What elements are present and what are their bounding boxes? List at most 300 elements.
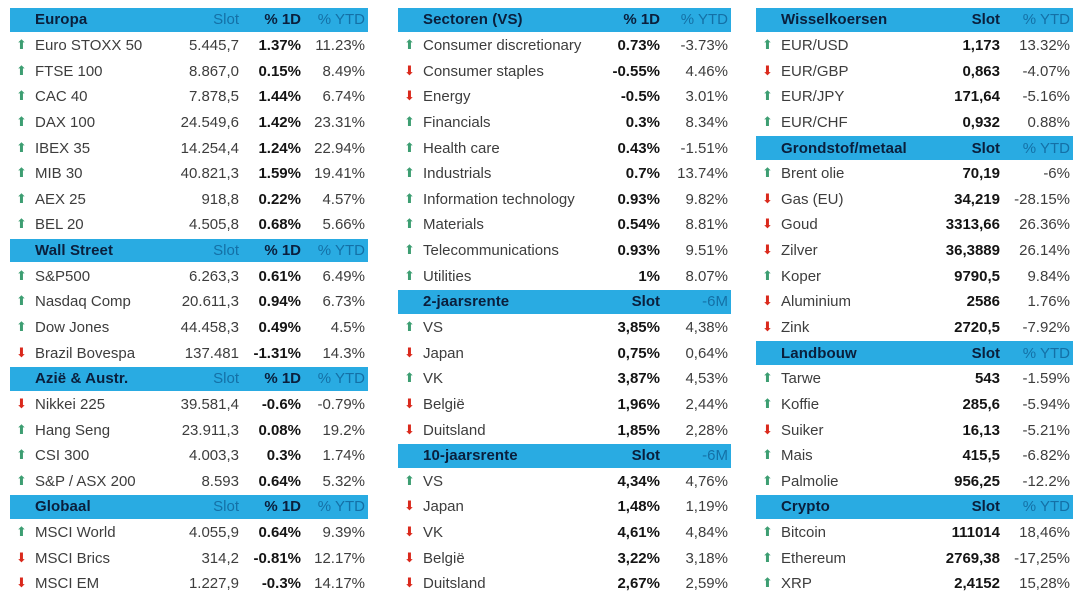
row-value: 19.41%: [314, 165, 365, 183]
market-row: [756, 545, 1073, 571]
market-row: [10, 417, 368, 443]
row-label: CAC 40: [35, 88, 88, 106]
up-arrow-icon: ⬆: [404, 268, 415, 284]
row-label: Euro STOXX 50: [35, 36, 143, 54]
row-value: 9.82%: [685, 190, 728, 208]
row-value: 70,19: [962, 165, 1000, 183]
row-label: VK: [423, 370, 444, 388]
row-label: Koffie: [781, 395, 820, 413]
row-label: XRP: [781, 575, 812, 593]
section-header-row: [10, 494, 368, 520]
down-arrow-icon: ⬇: [16, 345, 27, 361]
row-value: 22.94%: [314, 139, 365, 157]
section-title: 10-jaarsrente: [423, 447, 518, 465]
row-value: 0.64%: [258, 524, 301, 542]
row-value: 3,87%: [617, 370, 660, 388]
market-row: [10, 186, 368, 212]
row-value: 285,6: [962, 395, 1000, 413]
row-label: Financials: [423, 113, 491, 131]
column-header-label: % YTD: [1022, 498, 1070, 516]
column-header-label: Slot: [213, 11, 239, 29]
row-label: Health care: [423, 139, 500, 157]
row-value: -6%: [1043, 165, 1070, 183]
up-arrow-icon: ⬆: [404, 191, 415, 207]
column-header-label: Slot: [631, 447, 660, 465]
row-value: 2,67%: [617, 575, 660, 593]
column-header-label: % YTD: [680, 11, 728, 29]
up-arrow-icon: ⬆: [16, 268, 27, 284]
market-row: [10, 571, 368, 597]
row-label: Industrials: [423, 165, 492, 183]
row-value: 314,2: [201, 549, 239, 567]
row-label: Consumer staples: [423, 62, 544, 80]
row-label: Bitcoin: [781, 524, 827, 542]
section-header-row: [10, 366, 368, 392]
market-row: [398, 315, 731, 341]
row-value: 26.36%: [1019, 216, 1070, 234]
down-arrow-icon: ⬇: [404, 550, 415, 566]
market-row: [756, 238, 1073, 264]
down-arrow-icon: ⬇: [762, 320, 773, 335]
row-label: België: [423, 549, 465, 567]
up-arrow-icon: ⬆: [762, 166, 773, 182]
section-header-row: [756, 494, 1073, 520]
up-arrow-icon: ⬆: [404, 217, 415, 233]
market-row: [10, 84, 368, 110]
row-value: -5.94%: [1022, 395, 1070, 413]
row-label: Duitsland: [423, 575, 486, 593]
up-arrow-icon: ⬆: [404, 371, 415, 387]
row-label: Dow Jones: [35, 319, 110, 336]
row-value: 4.57%: [322, 190, 365, 208]
row-label: S&P / ASX 200: [35, 472, 136, 490]
column-header-label: % 1D: [623, 11, 660, 29]
up-arrow-icon: ⬆: [16, 448, 27, 464]
row-label: FTSE 100: [35, 62, 103, 80]
row-value: 4.46%: [685, 62, 728, 80]
row-value: 9.39%: [322, 524, 365, 542]
row-value: 2,59%: [685, 575, 728, 593]
row-label: Hang Seng: [35, 421, 111, 439]
row-value: 0.3%: [625, 113, 660, 131]
up-arrow-icon: ⬆: [404, 37, 415, 53]
row-label: Telecommunications: [423, 242, 559, 260]
market-row: [398, 417, 731, 443]
up-arrow-icon: ⬆: [16, 294, 27, 310]
market-row: [398, 110, 731, 136]
row-label: CSI 300: [35, 447, 90, 465]
row-value: -1.51%: [680, 139, 728, 157]
row-value: 0.7%: [625, 165, 660, 183]
market-row: [10, 161, 368, 187]
market-row: [398, 161, 731, 187]
up-arrow-icon: ⬆: [16, 217, 27, 233]
row-label: VK: [423, 524, 444, 542]
row-value: 918,8: [201, 190, 239, 208]
market-row: [756, 161, 1073, 187]
row-value: 1,96%: [617, 395, 660, 413]
row-label: MSCI World: [35, 524, 116, 542]
row-value: 0.68%: [258, 216, 301, 234]
row-label: EUR/GBP: [781, 62, 849, 80]
market-row: [398, 33, 731, 59]
row-value: 2,28%: [685, 421, 728, 439]
row-value: 0.93%: [617, 190, 660, 208]
market-row: [10, 443, 368, 469]
column-header-label: % YTD: [1022, 11, 1070, 29]
row-label: Brent olie: [781, 165, 845, 183]
market-row: [398, 84, 731, 110]
section-header-row: [10, 7, 368, 33]
row-value: 0,863: [962, 62, 1000, 80]
row-value: 1,85%: [617, 421, 660, 439]
row-value: 0,64%: [685, 344, 728, 362]
market-row: [756, 315, 1073, 341]
row-value: 3,18%: [685, 549, 728, 567]
market-row: [398, 469, 731, 495]
row-value: 5.66%: [322, 216, 365, 234]
market-row: [756, 263, 1073, 289]
column-header-label: % 1D: [264, 242, 301, 260]
row-label: Ethereum: [781, 549, 847, 567]
row-value: 6.263,3: [188, 267, 239, 285]
row-value: 9.51%: [685, 242, 728, 260]
row-value: 1.37%: [258, 36, 301, 54]
column-header-label: % YTD: [317, 11, 365, 29]
row-value: 6.49%: [322, 267, 365, 285]
row-value: 14.3%: [322, 344, 365, 362]
up-arrow-icon: ⬆: [762, 525, 773, 541]
row-value: 23.31%: [314, 113, 365, 131]
column-header-label: Slot: [213, 498, 239, 516]
up-arrow-icon: ⬆: [16, 525, 27, 541]
section-header-row: [10, 238, 368, 264]
up-arrow-icon: ⬆: [16, 37, 27, 53]
down-arrow-icon: ⬇: [404, 63, 415, 79]
row-value: 44.458,3: [180, 319, 239, 336]
up-arrow-icon: ⬆: [404, 473, 415, 489]
row-label: VS: [423, 319, 444, 336]
up-arrow-icon: ⬆: [16, 422, 27, 438]
row-label: MSCI Brics: [35, 549, 110, 567]
row-value: 8.34%: [685, 113, 728, 131]
down-arrow-icon: ⬇: [16, 550, 27, 566]
section-title: Globaal: [35, 498, 91, 516]
row-value: 4,38%: [685, 319, 728, 336]
down-arrow-icon: ⬇: [762, 191, 773, 207]
market-row: [398, 58, 731, 84]
row-value: 1,173: [962, 36, 1000, 54]
row-value: 415,5: [962, 447, 1000, 465]
section-header-row: [398, 7, 731, 33]
down-arrow-icon: ⬇: [762, 243, 773, 259]
up-arrow-icon: ⬆: [762, 576, 773, 592]
row-value: 171,64: [954, 88, 1000, 106]
row-label: IBEX 35: [35, 139, 91, 157]
row-value: 1.24%: [258, 139, 301, 157]
market-row: [10, 392, 368, 418]
row-value: -0.55%: [612, 62, 660, 80]
row-value: 15,28%: [1019, 575, 1070, 593]
up-arrow-icon: ⬆: [762, 114, 773, 130]
row-value: 4,76%: [685, 472, 728, 490]
row-value: -0.3%: [261, 575, 301, 593]
row-value: 7.878,5: [188, 88, 239, 106]
up-arrow-icon: ⬆: [16, 166, 27, 182]
row-label: EUR/JPY: [781, 88, 845, 106]
row-value: -6.82%: [1022, 447, 1070, 465]
up-arrow-icon: ⬆: [16, 191, 27, 207]
market-row: [10, 340, 368, 366]
market-row: [756, 443, 1073, 469]
row-value: -17,25%: [1014, 549, 1070, 567]
up-arrow-icon: ⬆: [404, 320, 415, 335]
market-row: [756, 289, 1073, 315]
down-arrow-icon: ⬇: [404, 345, 415, 361]
market-row: [398, 186, 731, 212]
column-header-label: -6M: [702, 447, 728, 465]
market-row: [756, 212, 1073, 238]
row-value: -7.92%: [1022, 319, 1070, 336]
column-header-label: % 1D: [264, 498, 301, 516]
row-value: 34,219: [954, 190, 1000, 208]
row-label: Duitsland: [423, 421, 486, 439]
row-value: 3.01%: [685, 88, 728, 106]
row-value: 1.76%: [1027, 293, 1070, 311]
row-value: 5.32%: [322, 472, 365, 490]
row-label: Zink: [781, 319, 810, 336]
row-value: -5.21%: [1022, 421, 1070, 439]
market-row: [10, 469, 368, 495]
up-arrow-icon: ⬆: [762, 89, 773, 105]
row-value: 0,932: [962, 113, 1000, 131]
row-value: -0.81%: [253, 549, 301, 567]
section-header-row: [756, 7, 1073, 33]
market-row: [10, 58, 368, 84]
row-value: 16,13: [962, 421, 1000, 439]
row-label: Materials: [423, 216, 484, 234]
market-row: [398, 571, 731, 597]
row-value: 3,85%: [617, 319, 660, 336]
down-arrow-icon: ⬇: [404, 576, 415, 592]
row-value: -0.5%: [620, 88, 660, 106]
row-value: 1.59%: [258, 165, 301, 183]
up-arrow-icon: ⬆: [762, 550, 773, 566]
column-header-label: Slot: [971, 344, 1000, 362]
row-label: BEL 20: [35, 216, 84, 234]
row-value: -0.6%: [261, 395, 301, 413]
row-value: 6.73%: [322, 293, 365, 311]
market-row: [398, 366, 731, 392]
column-header-label: % YTD: [317, 242, 365, 260]
down-arrow-icon: ⬇: [404, 499, 415, 515]
down-arrow-icon: ⬇: [404, 422, 415, 438]
row-value: 1.227,9: [188, 575, 239, 593]
row-label: Gas (EU): [781, 190, 844, 208]
row-label: Goud: [781, 216, 818, 234]
row-value: 1%: [638, 267, 660, 285]
market-row: [10, 212, 368, 238]
row-value: 3,22%: [617, 549, 660, 567]
row-value: 0.73%: [617, 36, 660, 54]
row-value: 40.821,3: [180, 165, 239, 183]
column-header-label: % YTD: [317, 370, 365, 388]
row-label: Information technology: [423, 190, 575, 208]
row-value: 9.84%: [1027, 267, 1070, 285]
row-label: AEX 25: [35, 190, 86, 208]
row-label: Japan: [423, 498, 464, 516]
row-label: MIB 30: [35, 165, 83, 183]
down-arrow-icon: ⬇: [762, 294, 773, 310]
row-value: 1.42%: [258, 113, 301, 131]
row-label: VS: [423, 472, 444, 490]
up-arrow-icon: ⬆: [762, 396, 773, 412]
market-row: [10, 289, 368, 315]
row-label: Nikkei 225: [35, 395, 106, 413]
column-header-label: % YTD: [317, 498, 365, 516]
row-value: 2586: [966, 293, 1000, 311]
row-value: -12.2%: [1022, 472, 1070, 490]
market-row: [10, 545, 368, 571]
row-label: Aluminium: [781, 293, 852, 311]
section-title: Sectoren (VS): [423, 11, 523, 29]
market-row: [10, 110, 368, 136]
up-arrow-icon: ⬆: [16, 140, 27, 156]
row-value: 26.14%: [1019, 242, 1070, 260]
up-arrow-icon: ⬆: [762, 371, 773, 387]
row-value: 14.17%: [314, 575, 365, 593]
section-title: Azië & Austr.: [35, 370, 129, 388]
market-row: [756, 58, 1073, 84]
column-header-label: % YTD: [1022, 139, 1070, 157]
row-value: 19.2%: [322, 421, 365, 439]
down-arrow-icon: ⬇: [404, 89, 415, 105]
row-value: 4.055,9: [188, 524, 239, 542]
row-value: 4,61%: [617, 524, 660, 542]
row-label: Consumer discretionary: [423, 36, 582, 54]
up-arrow-icon: ⬆: [762, 268, 773, 284]
down-arrow-icon: ⬇: [16, 396, 27, 412]
up-arrow-icon: ⬆: [762, 448, 773, 464]
market-row: [756, 520, 1073, 546]
row-value: 0.93%: [617, 242, 660, 260]
row-value: 0.94%: [258, 293, 301, 311]
row-value: -1.31%: [253, 344, 301, 362]
row-label: Zilver: [781, 242, 818, 260]
row-value: 0.43%: [617, 139, 660, 157]
row-value: 9790,5: [954, 267, 1000, 285]
row-value: 39.581,4: [180, 395, 239, 413]
row-value: 24.549,6: [180, 113, 239, 131]
row-value: -3.73%: [680, 36, 728, 54]
table-sectors-rates: [398, 7, 731, 597]
row-value: 2769,38: [945, 549, 1000, 567]
row-value: 0.3%: [266, 447, 301, 465]
row-value: 1,48%: [617, 498, 660, 516]
row-value: 0.22%: [258, 190, 301, 208]
row-value: 11.23%: [315, 36, 365, 54]
row-value: -5.16%: [1022, 88, 1070, 106]
row-value: 137.481: [184, 344, 239, 362]
market-row: [398, 212, 731, 238]
market-row: [398, 238, 731, 264]
column-header-label: Slot: [213, 242, 239, 260]
row-value: 4,34%: [617, 472, 660, 490]
row-value: 5.445,7: [188, 36, 239, 54]
up-arrow-icon: ⬆: [16, 114, 27, 130]
column-header-label: % YTD: [1022, 344, 1070, 362]
market-row: [756, 110, 1073, 136]
market-row: [398, 520, 731, 546]
down-arrow-icon: ⬇: [404, 396, 415, 412]
market-row: [398, 263, 731, 289]
up-arrow-icon: ⬆: [16, 473, 27, 489]
row-value: 18,46%: [1019, 524, 1070, 542]
row-value: 8.593: [201, 472, 239, 490]
market-row: [398, 392, 731, 418]
row-label: MSCI EM: [35, 575, 100, 593]
market-row: [756, 84, 1073, 110]
section-title: Wisselkoersen: [781, 11, 888, 29]
row-label: Palmolie: [781, 472, 839, 490]
up-arrow-icon: ⬆: [404, 243, 415, 259]
row-value: -0.79%: [317, 395, 365, 413]
section-title: Landbouw: [781, 344, 857, 362]
row-value: 0.64%: [258, 472, 301, 490]
market-row: [756, 392, 1073, 418]
row-value: 0,75%: [617, 344, 660, 362]
section-header-row: [398, 443, 731, 469]
column-header-label: -6M: [702, 293, 728, 311]
row-value: 956,25: [954, 472, 1000, 490]
row-value: 1,19%: [685, 498, 728, 516]
market-row: [756, 417, 1073, 443]
up-arrow-icon: ⬆: [16, 320, 27, 335]
row-label: EUR/USD: [781, 36, 849, 54]
table-fx-commodities-crypto: [756, 7, 1073, 597]
row-value: 13.74%: [677, 165, 728, 183]
market-row: [398, 340, 731, 366]
row-value: 4,84%: [685, 524, 728, 542]
row-value: 0.15%: [258, 62, 301, 80]
row-value: 2,44%: [685, 395, 728, 413]
row-label: Suiker: [781, 421, 824, 439]
row-value: 8.49%: [322, 62, 365, 80]
market-row: [10, 315, 368, 341]
row-label: Brazil Bovespa: [35, 344, 136, 362]
market-row: [10, 263, 368, 289]
row-value: 4.003,3: [188, 447, 239, 465]
row-value: 1.74%: [322, 447, 365, 465]
down-arrow-icon: ⬇: [762, 422, 773, 438]
up-arrow-icon: ⬆: [16, 89, 27, 105]
market-row: [756, 469, 1073, 495]
row-value: 8.07%: [685, 267, 728, 285]
column-header-label: Slot: [971, 11, 1000, 29]
section-header-row: [756, 135, 1073, 161]
row-value: -28.15%: [1014, 190, 1070, 208]
up-arrow-icon: ⬆: [404, 114, 415, 130]
row-value: 0.49%: [258, 319, 301, 336]
column-header-label: Slot: [631, 293, 660, 311]
row-value: 36,3889: [945, 242, 1000, 260]
row-value: 13.32%: [1019, 36, 1070, 54]
section-header-row: [756, 340, 1073, 366]
up-arrow-icon: ⬆: [404, 140, 415, 156]
up-arrow-icon: ⬆: [762, 37, 773, 53]
market-row: [756, 33, 1073, 59]
row-value: 14.254,4: [180, 139, 239, 157]
